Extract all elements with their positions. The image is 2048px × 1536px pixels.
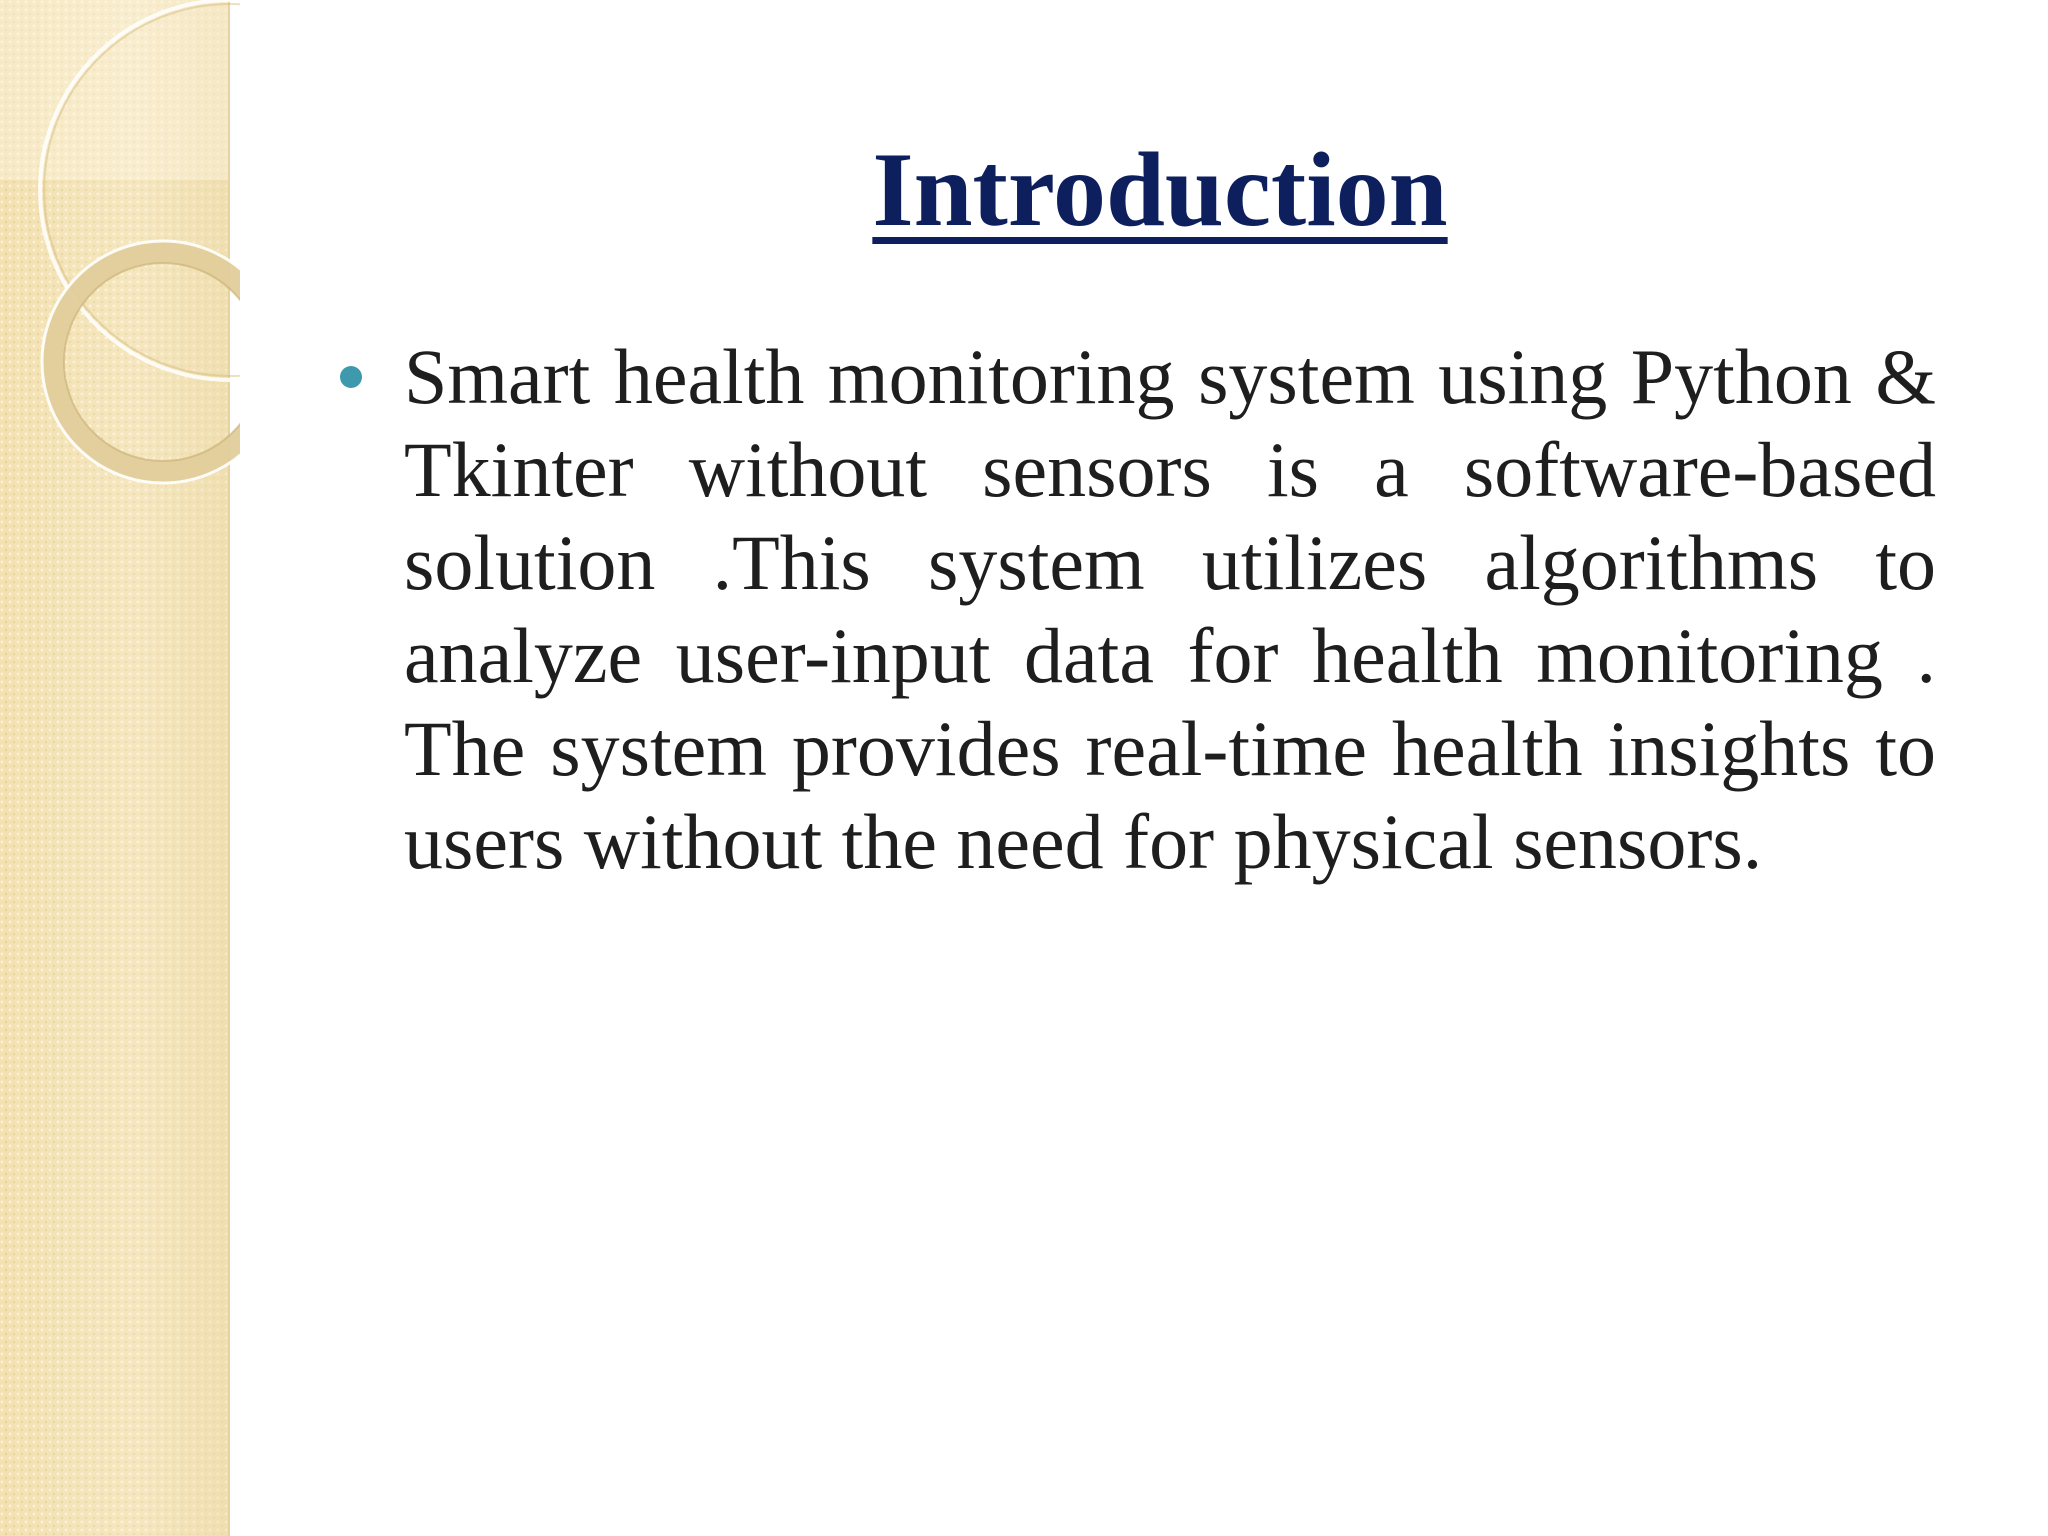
- bullet-dot-icon: [340, 366, 362, 388]
- slide-title: [260, 130, 2048, 250]
- bullet-text: Smart health monitoring system using Python & Tkinter without sensors is a software-based solution .This system utilizes algorithms to analyze user-input data for health monitoring . The system provides real-time health insights to users without the need for physical sensors.: [404, 333, 1936, 885]
- side-decorative-panel: [0, 0, 230, 1536]
- bullet-list: [336, 330, 1936, 888]
- slide-title-text: Introduction: [872, 131, 1448, 248]
- bullet-item: [336, 330, 1936, 888]
- side-panel-glow: [0, 0, 228, 1536]
